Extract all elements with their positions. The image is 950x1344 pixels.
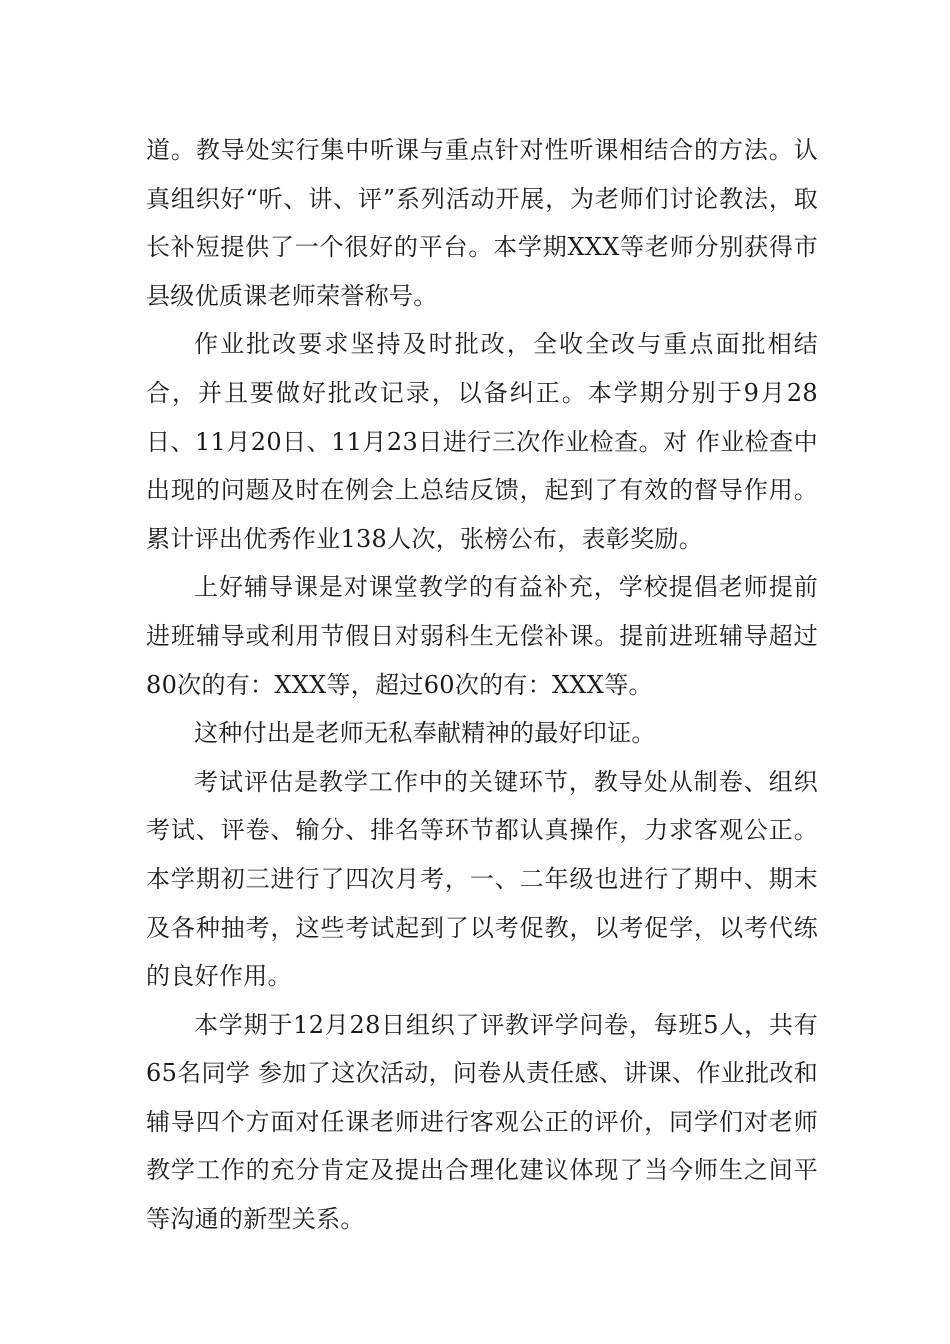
paragraph-exam-evaluation: 考试评估是教学工作中的关键环节，教导处从制卷、组织考试、评卷、输分、排名等环节都认真操作，力求客观公正。本学期初三进行了四次月考，一、二年级也进行了期中、期末及各种抽考，这些考试起到了以考促教，以考促学，以考代练的良好作用。 — [146, 767, 818, 991]
paragraph-homework-grading: 作业批改要求坚持及时批改，全收全改与重点面批相结合，并且要做好批改记录，以备纠正。本学期分别于9月28日、11月20日、11月23日进行三次作业检查。对 作业检查中出现的问题及时在例会上总结反馈，起到了有效的督导作用。累计评出优秀作业138人次，张榜公布，表彰奖励。 — [146, 330, 818, 553]
document-body — [146, 126, 818, 1244]
paragraph-dedication: 这种付出是老师无私奉献精神的最好印证。 — [194, 719, 656, 748]
paragraph-survey: 本学期于12月28日组织了评教评学问卷，每班5人，共有65名同学 参加了这次活动，问卷从责任感、讲课、作业批改和辅导四个方面对任课老师进行客观公正的评价，同学们对老师教学工作的充分肯定及提出合理化建议体现了当今师生之间平等沟通的新型关系。 — [146, 1010, 818, 1234]
paragraph-tutoring: 上好辅导课是对课堂教学的有益补充，学校提倡老师提前进班辅导或利用节假日对弱科生无偿补课。提前进班辅导超过80次的有：XXX等，超过60次的有：XXX等。 — [146, 573, 818, 699]
paragraph-continuation: 道。教导处实行集中听课与重点针对性听课相结合的方法。认真组织好“听、讲、评”系列活动开展，为老师们讨论教法，取长补短提供了一个很好的平台。本学期XXX等老师分别获得市县级优质课老师荣誉称号。 — [146, 136, 818, 310]
